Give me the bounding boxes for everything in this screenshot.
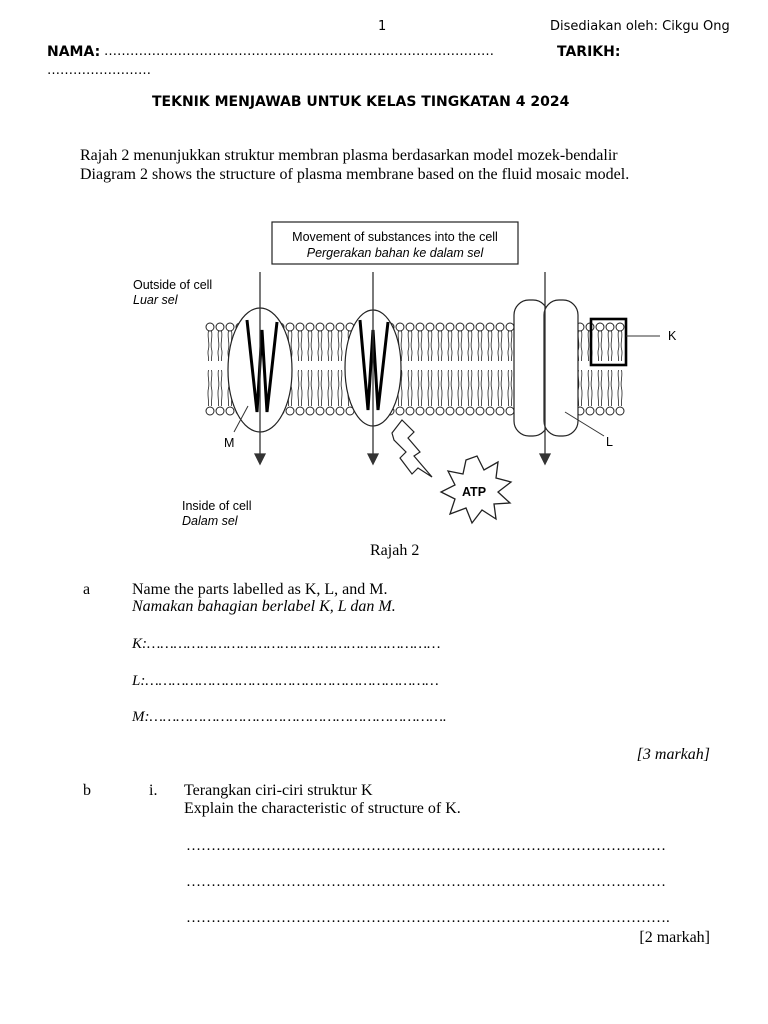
- question-b-marks: [2 markah]: [639, 929, 710, 946]
- channel-protein-l: [514, 300, 578, 436]
- diagram-title-line2: Pergerakan bahan ke dalam sel: [306, 246, 484, 260]
- outside-cell-label-ms: Luar sel: [133, 293, 178, 307]
- answer-line-k[interactable]: K:…………………………………………………………: [132, 636, 441, 652]
- atp-label: ATP: [461, 485, 487, 499]
- prepared-by: Disediakan oleh: Cikgu Ong: [550, 19, 730, 34]
- intro-malay: Rajah 2 menunjukkan struktur membran plasma berdasarkan model mozek-bendalir: [80, 147, 618, 164]
- label-k: K: [668, 329, 677, 343]
- name-answer-line[interactable]: ………………………………………………………………………………: [104, 44, 494, 59]
- diagram-caption: Rajah 2: [370, 542, 420, 559]
- page-title: TEKNIK MENJAWAB UNTUK KELAS TINGKATAN 4 2024: [152, 94, 570, 110]
- energy-lightning-icon: [392, 420, 432, 477]
- label-m: M: [224, 436, 235, 450]
- inside-cell-label-ms: Dalam sel: [182, 514, 238, 528]
- intro-english: Diagram 2 shows the structure of plasma membrane based on the fluid mosaic model.: [80, 166, 630, 183]
- outside-cell-label: Outside of cell: [133, 278, 213, 292]
- answer-line-b1[interactable]: ……………………………………………………………………………………: [186, 838, 666, 854]
- answer-line-b2[interactable]: ……………………………………………………………………………………: [186, 874, 666, 890]
- answer-line-m[interactable]: M:………………………………………………………….: [132, 709, 447, 725]
- question-b-sub: i.: [149, 782, 158, 799]
- answer-line-b3[interactable]: …………………………………………………………………………………….: [186, 910, 670, 926]
- page-number: 1: [378, 19, 387, 34]
- name-label: NAMA:: [47, 44, 101, 60]
- question-a-letter: a: [83, 581, 91, 598]
- question-a-english: Name the parts labelled as K, L, and M.: [132, 581, 388, 598]
- date-label: TARIKH:: [557, 44, 621, 60]
- date-answer-line[interactable]: ……………………: [47, 63, 151, 78]
- label-l: L: [606, 435, 613, 449]
- diagram-title-line1: Movement of substances into the cell: [292, 230, 498, 244]
- inside-cell-label: Inside of cell: [182, 499, 252, 513]
- question-a-marks: [3 markah]: [636, 746, 710, 763]
- question-b-malay: Terangkan ciri-ciri struktur K: [184, 782, 373, 799]
- question-a-malay: Namakan bahagian berlabel K, L dan M.: [132, 598, 396, 615]
- answer-line-l[interactable]: L:…………………………………………………………: [132, 673, 439, 689]
- question-b-english: Explain the characteristic of structure of K.: [184, 800, 461, 817]
- question-b-letter: b: [83, 782, 91, 799]
